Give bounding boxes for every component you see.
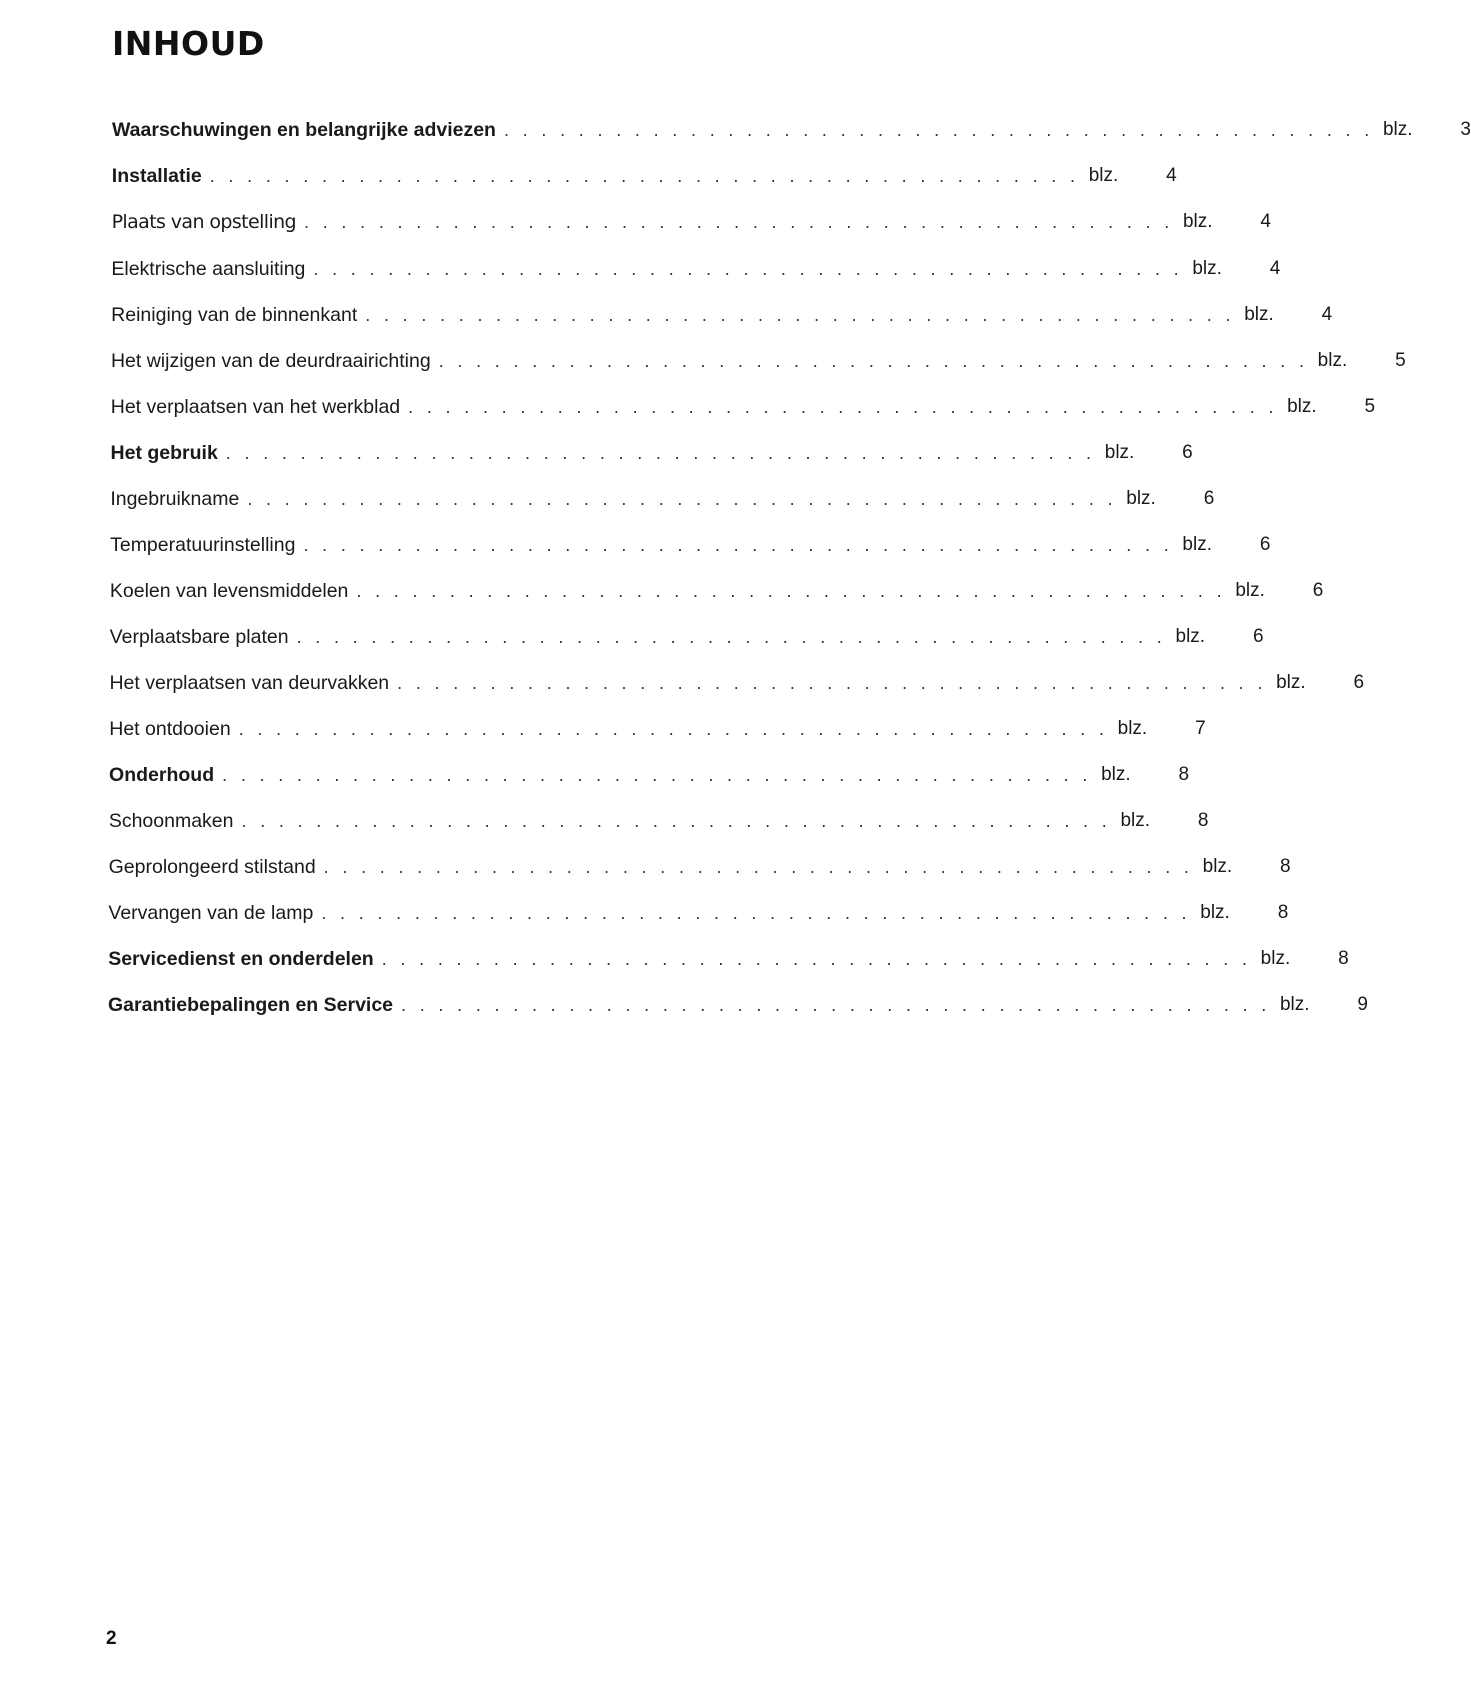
toc-entry-blz: blz. — [1287, 396, 1317, 417]
toc-entry-blz: blz. — [1260, 948, 1291, 969]
toc-entry-page: 4 — [1269, 258, 1281, 279]
toc-entry — [109, 665, 1365, 695]
toc-entry-page: 7 — [1195, 718, 1206, 739]
toc-entry-blz: blz. — [1101, 764, 1131, 785]
toc-entry — [112, 112, 1471, 142]
page-number: 2 — [106, 1628, 117, 1649]
toc-entry-page: 4 — [1260, 211, 1271, 232]
toc-entry — [110, 343, 1406, 373]
toc-entry-blz: blz. — [1104, 442, 1135, 463]
toc-entry — [109, 711, 1206, 741]
toc-entry-blz: blz. — [1126, 488, 1156, 509]
toc-entry — [110, 435, 1193, 465]
toc-entry — [108, 941, 1349, 971]
toc-entry-blz: blz. — [1202, 856, 1233, 877]
toc-entry-title: Het ontdooien — [109, 718, 231, 740]
toc-entry-page: 6 — [1252, 626, 1264, 647]
toc-entry — [109, 573, 1324, 603]
toc-dot-leader: ............................................... — [238, 719, 1118, 739]
toc-entry-title: Plaats van opstelling — [111, 211, 297, 233]
toc-entry-title: Verplaatsbare platen — [109, 626, 289, 648]
toc-entry — [111, 158, 1177, 188]
toc-entry-blz: blz. — [1182, 534, 1212, 555]
page-title: INHOUD — [112, 24, 265, 63]
toc-dot-leader: ............................................... — [401, 995, 1280, 1015]
toc-dot-leader: ............................................... — [321, 903, 1201, 923]
toc-dot-leader: ............................................... — [209, 166, 1089, 186]
toc-dot-leader: ............................................... — [247, 489, 1127, 509]
toc-entry — [108, 849, 1291, 879]
toc-entry-title: Waarschuwingen en belangrijke adviezen — [112, 119, 496, 141]
toc-entry-blz: blz. — [1235, 580, 1265, 601]
toc-entry-blz: blz. — [1276, 672, 1306, 693]
toc-entry-page: 3 — [1460, 119, 1471, 140]
toc-dot-leader: ............................................... — [356, 581, 1236, 601]
toc-dot-leader: ............................................... — [438, 351, 1318, 371]
toc-entry-blz: blz. — [1117, 718, 1148, 739]
toc-entry-page: 4 — [1321, 304, 1333, 325]
toc-entry-page: 6 — [1353, 672, 1365, 693]
toc-entry-page: 8 — [1277, 902, 1289, 923]
toc-entry-title: Installatie — [111, 165, 202, 187]
toc-entry-page: 6 — [1312, 580, 1324, 601]
toc-entry-page: 6 — [1203, 488, 1215, 509]
toc-entry-blz: blz. — [1182, 211, 1213, 232]
toc-dot-leader: ............................................... — [503, 120, 1383, 140]
toc-dot-leader: ............................................... — [222, 765, 1102, 785]
toc-entry-blz: blz. — [1088, 165, 1119, 186]
toc-entry — [109, 619, 1264, 649]
toc-entry-title: Het verplaatsen van het werkblad — [110, 396, 401, 418]
toc-entry-title: Temperatuurinstelling — [110, 534, 296, 556]
toc-entry — [111, 297, 1333, 327]
toc-dot-leader: ............................................... — [323, 857, 1203, 877]
toc-entry-page: 5 — [1364, 396, 1376, 417]
toc-entry-page: 6 — [1182, 442, 1193, 463]
toc-entry-page: 8 — [1280, 856, 1291, 877]
toc-entry-blz: blz. — [1200, 902, 1230, 923]
toc-entry-title: Het wijzigen van de deurdraairichting — [110, 350, 431, 372]
toc-entry-page: 8 — [1338, 948, 1349, 969]
toc-entry-blz: blz. — [1317, 350, 1348, 371]
toc-entry — [111, 204, 1271, 234]
toc-entry-page: 4 — [1166, 165, 1177, 186]
toc-dot-leader: ............................................... — [365, 305, 1245, 325]
toc-entry-blz: blz. — [1244, 304, 1274, 325]
toc-dot-leader: ............................................... — [381, 949, 1261, 969]
toc-entry-blz: blz. — [1120, 810, 1151, 831]
toc-entry — [108, 803, 1209, 833]
toc-entry-title: Servicedienst en onderdelen — [108, 948, 374, 970]
toc-dot-leader: ............................................... — [397, 673, 1277, 693]
toc-entry-title: Onderhoud — [109, 764, 215, 786]
toc-entry — [108, 987, 1368, 1017]
toc-entry-blz: blz. — [1382, 119, 1413, 140]
toc-entry-blz: blz. — [1279, 994, 1310, 1015]
toc-entry-title: Geprolongeerd stilstand — [108, 856, 316, 878]
toc-dot-leader: ............................................... — [303, 535, 1183, 555]
toc-entry-page: 8 — [1178, 764, 1190, 785]
toc-dot-leader: ............................................... — [241, 811, 1121, 831]
toc-dot-leader: ............................................... — [225, 443, 1105, 463]
toc-entry-title: Het verplaatsen van deurvakken — [109, 672, 390, 694]
toc-entry-title: Vervangen van de lamp — [108, 902, 314, 924]
toc-entry-page: 9 — [1357, 994, 1368, 1015]
toc-entry — [110, 527, 1271, 557]
toc-entry-blz: blz. — [1192, 258, 1222, 279]
toc-dot-leader: ............................................... — [313, 259, 1193, 279]
toc-entry — [110, 481, 1215, 511]
toc-entry-title: Reiniging van de binnenkant — [111, 304, 358, 326]
toc-entry-title: Garantiebepalingen en Service — [108, 994, 394, 1016]
toc-entry — [111, 251, 1281, 281]
toc-entry-title: Schoonmaken — [108, 810, 234, 832]
toc-entry-page: 6 — [1259, 534, 1271, 555]
toc-dot-leader: ............................................... — [296, 627, 1176, 647]
toc-entry-title: Koelen van levensmiddelen — [109, 580, 349, 602]
toc-dot-leader: ............................................... — [304, 212, 1183, 232]
toc-entry-page: 5 — [1395, 350, 1406, 371]
toc-entry — [108, 895, 1289, 925]
toc-dot-leader: ............................................... — [408, 397, 1288, 417]
toc-entry-title: Het gebruik — [110, 442, 218, 464]
toc-entry-title: Elektrische aansluiting — [111, 258, 306, 280]
toc-entry-blz: blz. — [1175, 626, 1206, 647]
toc-entry-title: Ingebruikname — [110, 488, 240, 510]
toc-entry-page: 8 — [1197, 810, 1209, 831]
toc-entry — [110, 389, 1376, 419]
toc-entry — [109, 757, 1190, 787]
